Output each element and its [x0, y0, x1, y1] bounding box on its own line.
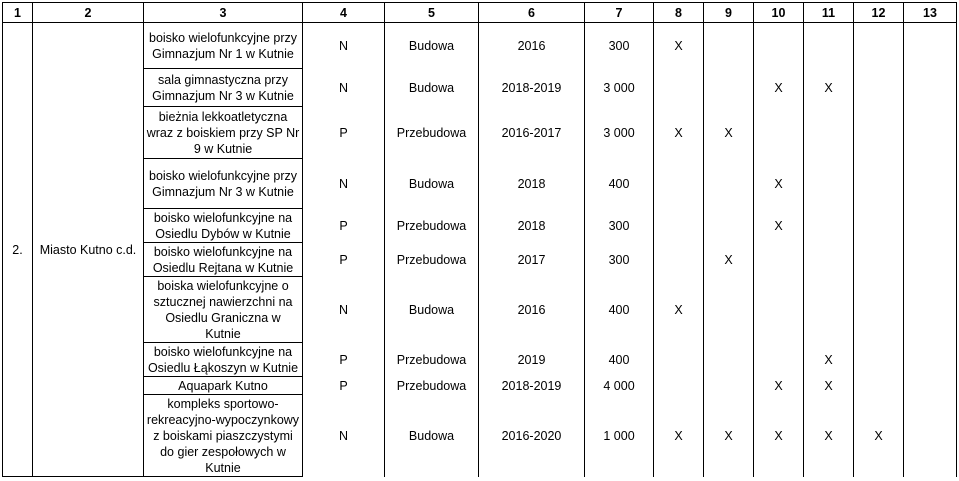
mark-col-8	[654, 243, 704, 277]
mark-col-9	[704, 377, 754, 395]
table-row	[3, 377, 957, 395]
header-row	[3, 3, 957, 23]
table-body	[3, 23, 957, 477]
investment-name: boisko wielofunkcyjne na Osiedlu Rejtana w Kutnie	[144, 243, 303, 277]
mark-col-12	[854, 107, 904, 159]
mark-col-10	[754, 107, 804, 159]
mark-col-13	[904, 69, 957, 107]
investment-type: N	[303, 395, 385, 477]
investment-type: N	[303, 277, 385, 343]
investment-kind: Budowa	[385, 159, 479, 209]
mark-col-11	[804, 277, 854, 343]
mark-col-13	[904, 243, 957, 277]
investment-years: 2018-2019	[479, 69, 585, 107]
header-col-1: 1	[3, 3, 33, 23]
mark-col-10: X	[754, 159, 804, 209]
mark-col-10	[754, 343, 804, 377]
investment-kind: Przebudowa	[385, 377, 479, 395]
mark-col-10: X	[754, 69, 804, 107]
investment-name: Aquapark Kutno	[144, 377, 303, 395]
mark-col-13	[904, 159, 957, 209]
header-col-9: 9	[704, 3, 754, 23]
mark-col-11	[804, 159, 854, 209]
table-row	[3, 395, 957, 477]
mark-col-13	[904, 395, 957, 477]
mark-col-8: X	[654, 107, 704, 159]
mark-col-12	[854, 159, 904, 209]
table-row	[3, 107, 957, 159]
investment-years: 2016-2020	[479, 395, 585, 477]
mark-col-10: X	[754, 209, 804, 243]
investment-years: 2016-2017	[479, 107, 585, 159]
investment-type: P	[303, 107, 385, 159]
investment-name: bieżnia lekkoatletyczna wraz z boiskiem przy SP Nr 9 w Kutnie	[144, 107, 303, 159]
investment-amount: 1 000	[585, 395, 654, 477]
investment-kind: Budowa	[385, 23, 479, 69]
investment-amount: 400	[585, 277, 654, 343]
mark-col-13	[904, 343, 957, 377]
mark-col-11: X	[804, 395, 854, 477]
investment-years: 2019	[479, 343, 585, 377]
mark-col-13	[904, 209, 957, 243]
investment-amount: 300	[585, 243, 654, 277]
row-number: 2.	[3, 23, 33, 477]
header-col-8: 8	[654, 3, 704, 23]
investment-type: P	[303, 377, 385, 395]
investment-name: boisko wielofunkcyjne przy Gimnazjum Nr 3 w Kutnie	[144, 159, 303, 209]
mark-col-8	[654, 69, 704, 107]
mark-col-9	[704, 209, 754, 243]
header-col-2: 2	[33, 3, 144, 23]
mark-col-11	[804, 23, 854, 69]
header-col-5: 5	[385, 3, 479, 23]
investment-years: 2016	[479, 23, 585, 69]
mark-col-11: X	[804, 343, 854, 377]
investment-type: N	[303, 23, 385, 69]
investment-kind: Budowa	[385, 277, 479, 343]
mark-col-13	[904, 107, 957, 159]
mark-col-11: X	[804, 69, 854, 107]
table-row	[3, 159, 957, 209]
investment-years: 2018	[479, 159, 585, 209]
mark-col-12	[854, 23, 904, 69]
investment-name: boisko wielofunkcyjne na Osiedlu Dybów w Kutnie	[144, 209, 303, 243]
mark-col-8: X	[654, 277, 704, 343]
mark-col-13	[904, 277, 957, 343]
investment-amount: 4 000	[585, 377, 654, 395]
mark-col-13	[904, 377, 957, 395]
mark-col-9: X	[704, 395, 754, 477]
mark-col-12	[854, 209, 904, 243]
table-row	[3, 23, 957, 69]
table-row	[3, 69, 957, 107]
mark-col-10	[754, 23, 804, 69]
table-row	[3, 209, 957, 243]
investment-years: 2018-2019	[479, 377, 585, 395]
investment-type: P	[303, 209, 385, 243]
mark-col-13	[904, 23, 957, 69]
mark-col-12: X	[854, 395, 904, 477]
header-col-7: 7	[585, 3, 654, 23]
investment-kind: Przebudowa	[385, 343, 479, 377]
mark-col-9: X	[704, 243, 754, 277]
investment-kind: Budowa	[385, 69, 479, 107]
investment-years: 2018	[479, 209, 585, 243]
mark-col-9	[704, 277, 754, 343]
mark-col-9	[704, 159, 754, 209]
investment-name: sala gimnastyczna przy Gimnazjum Nr 3 w Kutnie	[144, 69, 303, 107]
investment-type: P	[303, 243, 385, 277]
mark-col-8	[654, 159, 704, 209]
investment-amount: 300	[585, 209, 654, 243]
investment-amount: 3 000	[585, 69, 654, 107]
header-col-13: 13	[904, 3, 957, 23]
investment-amount: 3 000	[585, 107, 654, 159]
mark-col-8	[654, 377, 704, 395]
investment-table	[2, 2, 957, 477]
header-col-11: 11	[804, 3, 854, 23]
mark-col-9	[704, 343, 754, 377]
mark-col-9: X	[704, 107, 754, 159]
investment-kind: Budowa	[385, 395, 479, 477]
investment-type: N	[303, 159, 385, 209]
table-row	[3, 343, 957, 377]
header-col-6: 6	[479, 3, 585, 23]
investment-amount: 300	[585, 23, 654, 69]
investment-years: 2017	[479, 243, 585, 277]
mark-col-12	[854, 243, 904, 277]
investment-kind: Przebudowa	[385, 243, 479, 277]
mark-col-11: X	[804, 377, 854, 395]
table-row	[3, 277, 957, 343]
investment-name: boisko wielofunkcyjne przy Gimnazjum Nr 1 w Kutnie	[144, 23, 303, 69]
mark-col-12	[854, 343, 904, 377]
mark-col-12	[854, 277, 904, 343]
investment-name: boisko wielofunkcyjne na Osiedlu Łąkoszyn w Kutnie	[144, 343, 303, 377]
investment-type: N	[303, 69, 385, 107]
investment-name: boiska wielofunkcyjne o sztucznej nawierzchni na Osiedlu Graniczna w Kutnie	[144, 277, 303, 343]
investment-amount: 400	[585, 159, 654, 209]
mark-col-8	[654, 209, 704, 243]
mark-col-10	[754, 243, 804, 277]
header-col-10: 10	[754, 3, 804, 23]
mark-col-8: X	[654, 395, 704, 477]
mark-col-10: X	[754, 377, 804, 395]
investment-kind: Przebudowa	[385, 209, 479, 243]
mark-col-8	[654, 343, 704, 377]
header-col-12: 12	[854, 3, 904, 23]
table-row	[3, 243, 957, 277]
mark-col-8: X	[654, 23, 704, 69]
investment-name: kompleks sportowo-rekreacyjno-wypoczynkowy z boiskami piaszczystymi do gier zespołowych w Kutnie	[144, 395, 303, 477]
mark-col-10: X	[754, 395, 804, 477]
mark-col-12	[854, 69, 904, 107]
investment-type: P	[303, 343, 385, 377]
investment-amount: 400	[585, 343, 654, 377]
mark-col-12	[854, 377, 904, 395]
municipality: Miasto Kutno c.d.	[33, 23, 144, 477]
mark-col-10	[754, 277, 804, 343]
investment-years: 2016	[479, 277, 585, 343]
investment-kind: Przebudowa	[385, 107, 479, 159]
mark-col-11	[804, 107, 854, 159]
header-col-4: 4	[303, 3, 385, 23]
header-col-3: 3	[144, 3, 303, 23]
mark-col-9	[704, 69, 754, 107]
mark-col-11	[804, 243, 854, 277]
mark-col-9	[704, 23, 754, 69]
mark-col-11	[804, 209, 854, 243]
